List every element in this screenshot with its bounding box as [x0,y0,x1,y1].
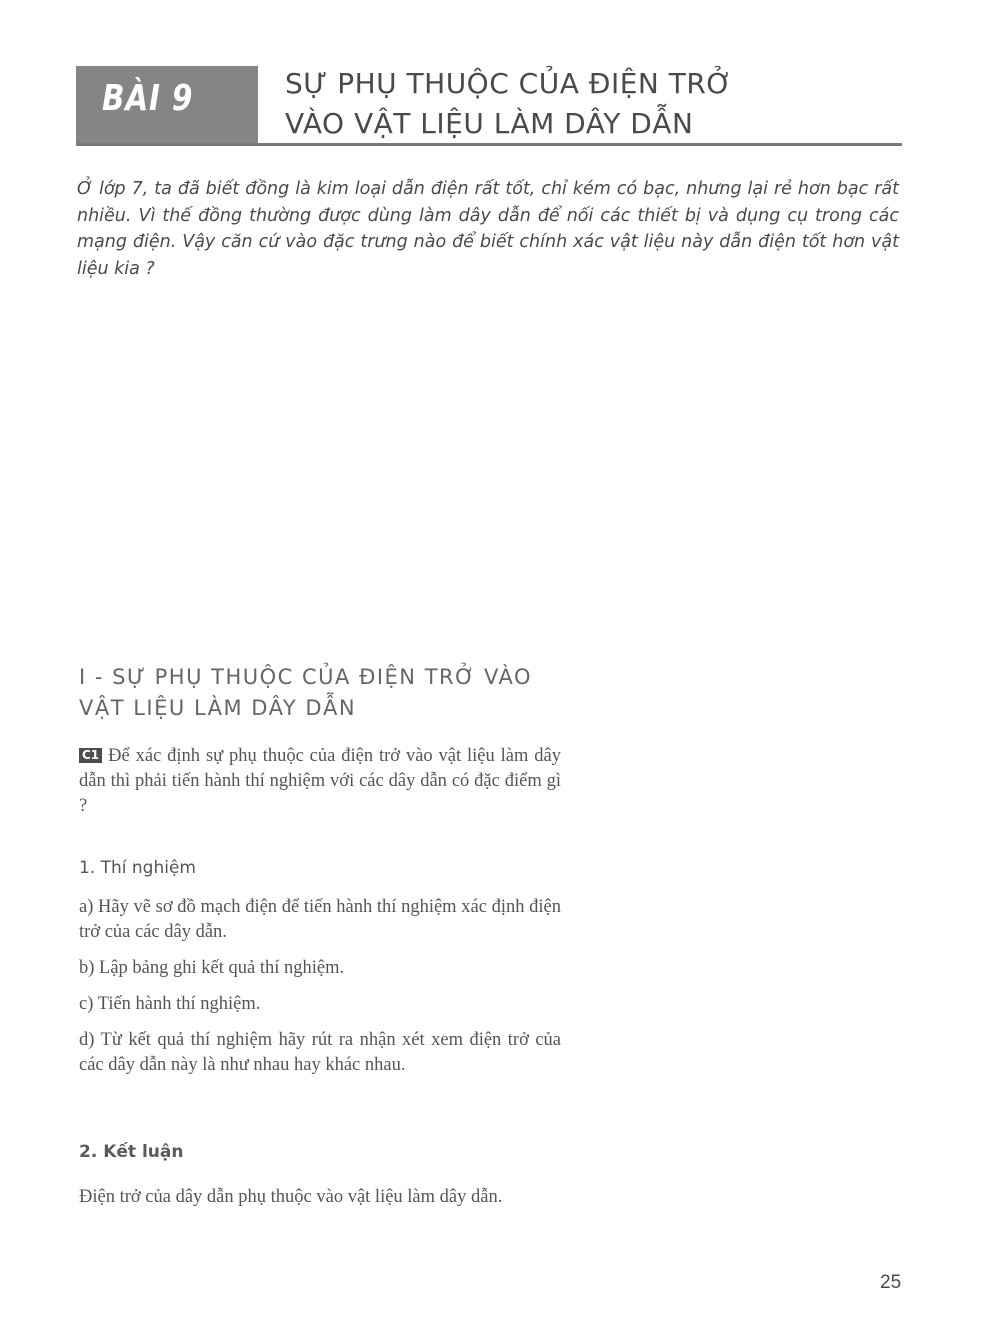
section-heading-line-2: VẬT LIỆU LÀM DÂY DẪN [79,696,357,720]
page-number: 25 [880,1272,902,1293]
header-divider [76,143,902,146]
step-c: c) Tiến hành thí nghiệm. [79,994,261,1014]
lesson-badge [76,66,258,144]
lesson-label: BÀI 9 [102,78,194,119]
question-c1-badge: C1 [79,748,102,763]
lesson-title-line-1: SỰ PHỤ THUỘC CỦA ĐIỆN TRỞ [285,67,733,100]
step-a: a) Hãy vẽ sơ đồ mạch điện để tiến hành thí nghiệm xác định điện trở của các dây dẫn. [79,897,561,942]
lesson-title [285,64,732,144]
section-heading-line-1: I - SỰ PHỤ THUỘC CỦA ĐIỆN TRỞ VÀO [79,665,533,689]
question-c1 [79,744,561,819]
step-d: d) Từ kết quả thí nghiệm hãy rút ra nhận xét xem điện trở của các dây dẫn này là như nhau hay khác nhau. [79,1030,561,1075]
conclusion-text: Điện trở của dây dẫn phụ thuộc vào vật liệu làm dây dẫn. [79,1187,503,1207]
experiment-heading: 1. Thí nghiệm [79,858,196,878]
lesson-title-line-2: VÀO VẬT LIỆU LÀM DÂY DẪN [285,107,694,140]
intro-paragraph: Ở lớp 7, ta đã biết đồng là kim loại dẫn điện rất tốt, chỉ kém có bạc, nhưng lại rẻ hơn bạc rất nhiều. Vì thế đồng thường được dùng làm dây dẫn để nối các thiết bị và dụng cụ trong các mạng điện. Vậy căn cứ vào đặc trưng nào để biết chính xác vật liệu này dẫn điện tốt hơn vật liệu kia ? [77,179,899,279]
step-b: b) Lập bảng ghi kết quả thí nghiệm. [79,958,345,978]
conclusion-heading: 2. Kết luận [79,1142,184,1162]
section-heading [79,662,579,724]
question-c1-text: Để xác định sự phụ thuộc của điện trở vào vật liệu làm dây dẫn thì phải tiến hành thí nghiệm với các dây dẫn có đặc điểm gì ? [79,746,561,816]
